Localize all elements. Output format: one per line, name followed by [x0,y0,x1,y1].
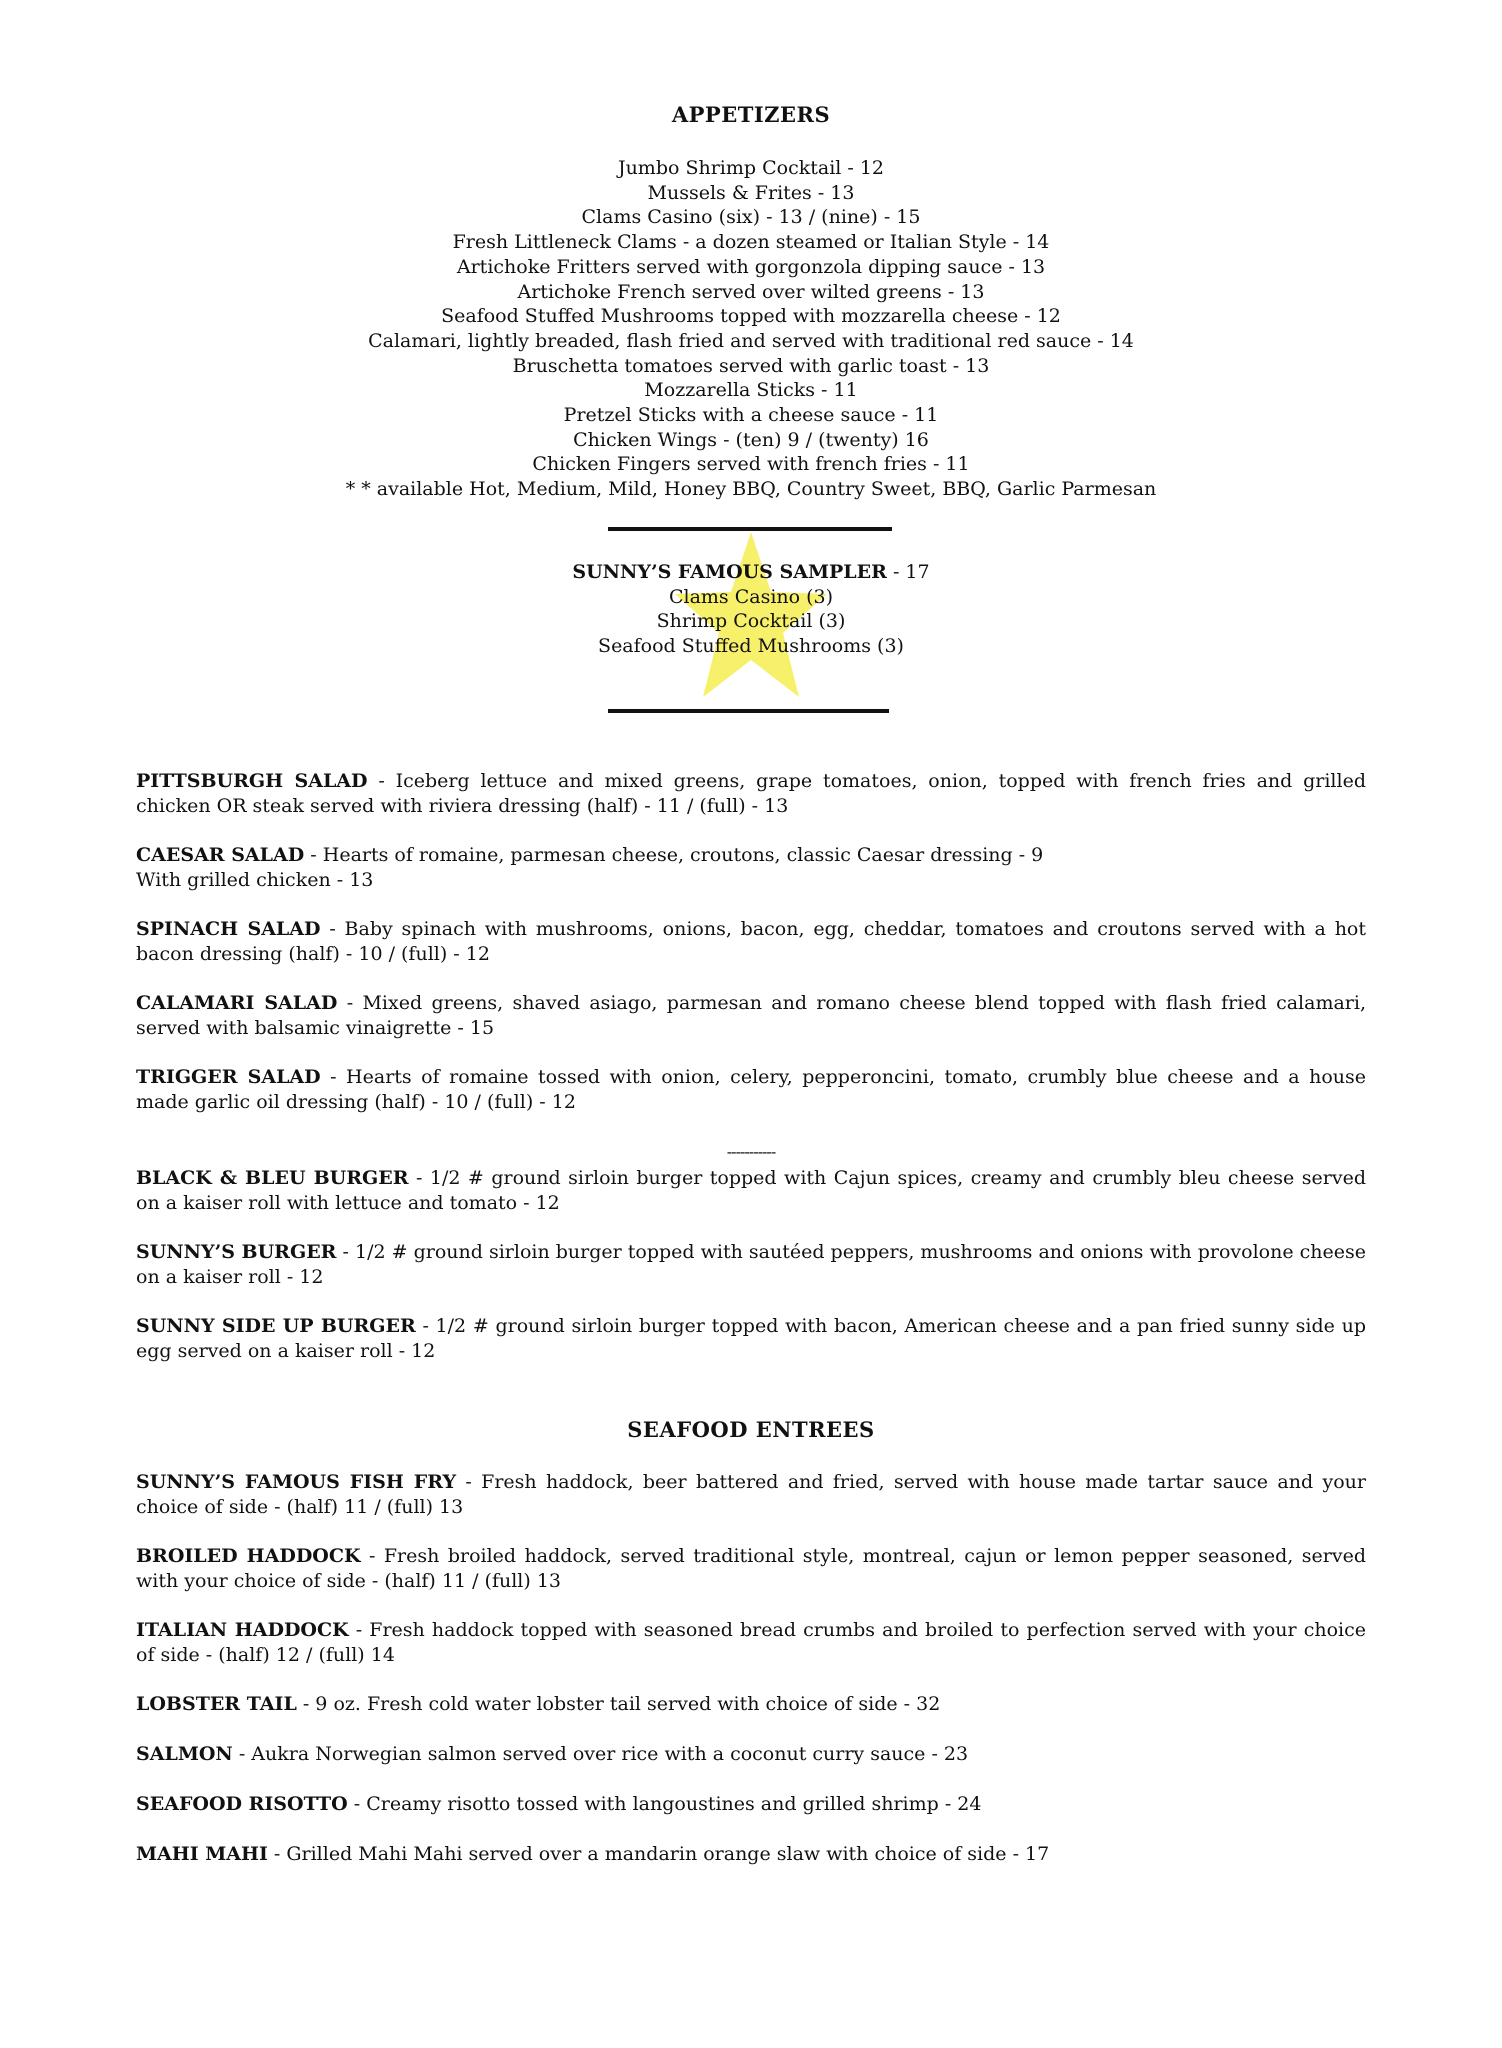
salad-desc: - Baby spinach with mushrooms, onions, bacon, egg, cheddar, tomatoes and croutons served with a hot bacon dressing (half) - 10 / (full) - 12 [136,918,1367,965]
burger-desc: - 1/2 # ground sirloin burger topped with Cajun spices, creamy and crumbly bleu cheese served on a kaiser roll with lettuce and tomato - 12 [136,1167,1366,1214]
seafood-desc: - Grilled Mahi Mahi served over a mandarin orange slaw with choice of side - 17 [267,1843,1050,1865]
sampler-name: SUNNY’S FAMOUS SAMPLER [572,561,887,583]
appetizer-item: Pretzel Sticks with a cheese sauce - 11 [563,404,939,427]
salad-name: CALAMARI SALAD [136,992,338,1014]
seafood-name: ITALIAN HADDOCK [136,1619,349,1641]
sampler-title-row [0,560,1502,585]
wing-sauces-note: * * available Hot, Medium, Mild, Honey BBQ, Country Sweet, BBQ, Garlic Parmesan [345,478,1157,501]
burger-name: BLACK & BLEU BURGER [136,1167,409,1189]
burger-desc: - 1/2 # ground sirloin burger topped with sautéed peppers, mushrooms and onions with provolone cheese on a kaiser roll - 12 [136,1241,1366,1288]
section-divider: ----------- [726,1142,776,1161]
seafood-name: MAHI MAHI [136,1843,268,1865]
burger-name: SUNNY SIDE UP BURGER [136,1315,416,1337]
sampler-price: - 17 [886,561,930,583]
seafood-desc: - Creamy risotto tossed with langoustines and grilled shrimp - 24 [347,1793,982,1815]
appetizer-item: Fresh Littleneck Clams - a dozen steamed or Italian Style - 14 [452,231,1050,254]
salad-item [136,769,1366,819]
salad-item [136,1065,1366,1115]
salad-item [136,917,1366,967]
seafood-item [136,1792,1366,1817]
appetizer-item: Artichoke French served over wilted greens - 13 [517,280,985,303]
appetizer-item: Chicken Wings - (ten) 9 / (twenty) 16 [573,428,929,451]
appetizers-heading: APPETIZERS [671,102,831,127]
salad-extra: With grilled chicken - 13 [136,869,374,891]
seafood-item [136,1842,1366,1867]
sampler-item: Clams Casino (3) [668,585,834,608]
salad-name: SPINACH SALAD [136,918,321,940]
sampler-bottom-rule [608,709,889,713]
salad-name: CAESAR SALAD [136,844,305,866]
appetizers-list [0,156,1502,502]
sampler-item: Shrimp Cocktail (3) [656,610,846,633]
seafood-desc: - Aukra Norwegian salmon served over rice with a coconut curry sauce - 23 [232,1743,969,1765]
sampler-item: Seafood Stuffed Mushrooms (3) [598,635,904,658]
salad-desc: - Mixed greens, shaved asiago, parmesan and romano cheese blend topped with flash fried calamari, served with balsamic vinaigrette - 15 [136,992,1366,1039]
appetizer-item: Chicken Fingers served with french fries - 11 [532,453,970,476]
seafood-item [136,1544,1366,1594]
sampler-block [0,560,1502,659]
seafood-desc: - Fresh haddock topped with seasoned bread crumbs and broiled to perfection served with your choice of side - (half) 12 / (full) 14 [136,1619,1366,1666]
seafood-item [136,1742,1366,1767]
appetizer-item: Calamari, lightly breaded, flash fried and served with traditional red sauce - 14 [368,329,1134,352]
seafood-name: LOBSTER TAIL [136,1693,297,1715]
salad-item [136,843,1366,893]
appetizer-item: Seafood Stuffed Mushrooms topped with mozzarella cheese - 12 [441,305,1061,328]
seafood-name: BROILED HADDOCK [136,1545,361,1567]
salad-name: TRIGGER SALAD [136,1066,321,1088]
seafood-heading: SEAFOOD ENTREES [627,1417,875,1442]
appetizer-item: Artichoke Fritters served with gorgonzola dipping sauce - 13 [456,255,1046,278]
seafood-item [136,1470,1366,1520]
sampler-top-rule [608,527,892,531]
burger-item [136,1166,1366,1216]
salad-name: PITTSBURGH SALAD [136,770,368,792]
seafood-desc: - 9 oz. Fresh cold water lobster tail served with choice of side - 32 [296,1693,941,1715]
appetizer-item: Jumbo Shrimp Cocktail - 12 [617,157,885,179]
seafood-desc: - Fresh haddock, beer battered and fried, served with house made tartar sauce and your choice of side - (half) 11 / (full) 13 [136,1471,1366,1518]
appetizer-item: Bruschetta tomatoes served with garlic toast - 13 [512,354,990,377]
seafood-item [136,1618,1366,1668]
burger-name: SUNNY’S BURGER [136,1241,337,1263]
seafood-name: SALMON [136,1743,233,1765]
burger-item [136,1240,1366,1290]
salad-desc: - Hearts of romaine tossed with onion, celery, pepperoncini, tomato, crumbly blue cheese and a house made garlic oil dressing (half) - 10 / (full) - 12 [136,1066,1366,1113]
seafood-name: SUNNY’S FAMOUS FISH FRY [136,1471,457,1493]
seafood-name: SEAFOOD RISOTTO [136,1793,348,1815]
burger-desc: - 1/2 # ground sirloin burger topped with bacon, American cheese and a pan fried sunny side up egg served on a kaiser roll - 12 [136,1315,1366,1362]
salad-desc: - Hearts of romaine, parmesan cheese, croutons, classic Caesar dressing - 9 [304,844,1044,866]
salad-item [136,991,1366,1041]
appetizer-item: Mozzarella Sticks - 11 [644,379,858,402]
seafood-desc: - Fresh broiled haddock, served traditional style, montreal, cajun or lemon pepper seasoned, served with your choice of side - (half) 11 / (full) 13 [136,1545,1367,1592]
appetizer-item: Mussels & Frites - 13 [647,181,855,204]
salad-desc: - Iceberg lettuce and mixed greens, grape tomatoes, onion, topped with french fries and grilled chicken OR steak served with riviera dressing (half) - 11 / (full) - 13 [136,770,1366,817]
seafood-item [136,1692,1366,1717]
burger-item [136,1314,1366,1364]
appetizer-item: Clams Casino (six) - 13 / (nine) - 15 [581,206,921,229]
